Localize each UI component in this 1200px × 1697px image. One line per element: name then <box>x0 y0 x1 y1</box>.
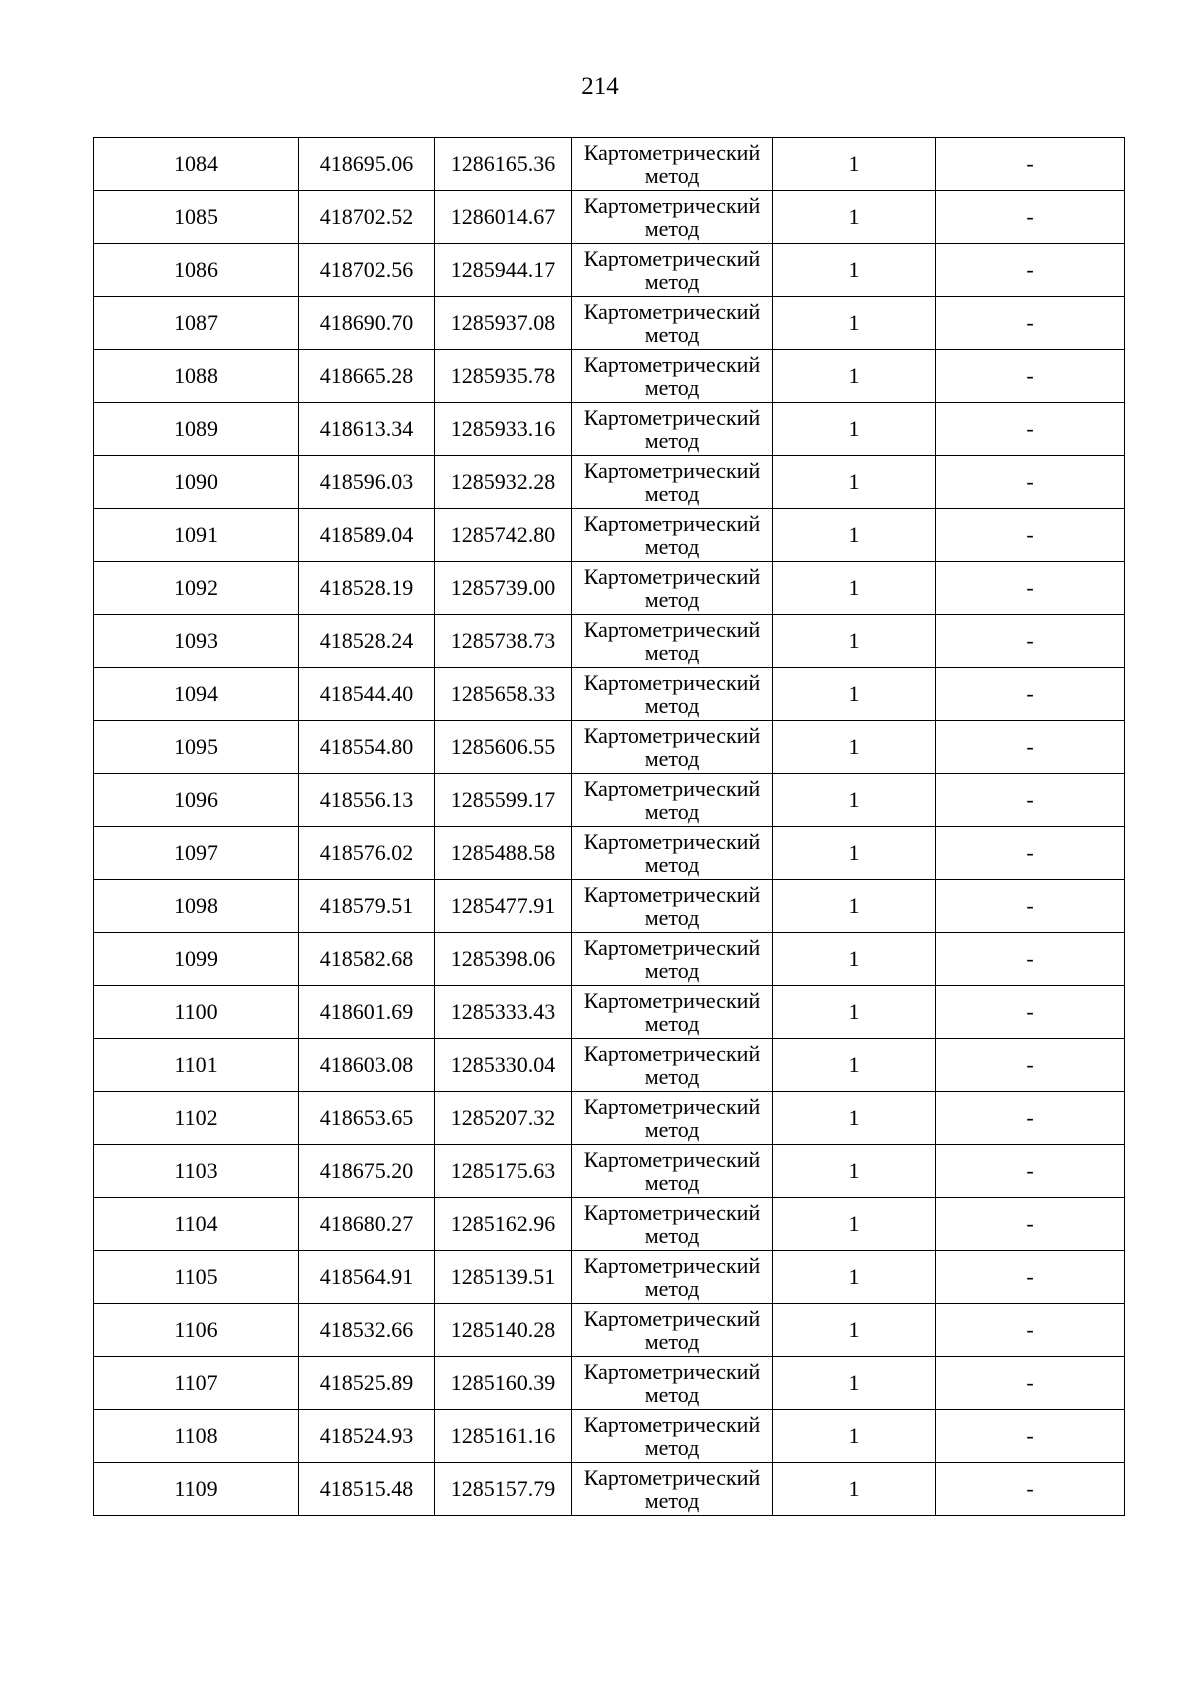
x-coordinate-cell: 418675.20 <box>299 1145 435 1198</box>
table-row <box>94 1198 1125 1251</box>
method-line-1: Картометрический <box>583 776 761 801</box>
y-coordinate-cell: 1285330.04 <box>435 1039 572 1092</box>
method-line-1: Картометрический <box>583 193 761 218</box>
method-line-2: метод <box>644 375 700 400</box>
description-cell: - <box>936 615 1125 668</box>
y-coordinate-cell: 1285175.63 <box>435 1145 572 1198</box>
x-coordinate-cell: 418525.89 <box>299 1357 435 1410</box>
method-cell <box>572 880 773 933</box>
method-line-2: метод <box>644 428 700 453</box>
accuracy-cell: 1 <box>773 562 936 615</box>
point-number-cell: 1086 <box>94 244 299 297</box>
method-cell <box>572 827 773 880</box>
method-line-1: Картометрический <box>583 723 761 748</box>
point-number-cell: 1096 <box>94 774 299 827</box>
method-cell <box>572 986 773 1039</box>
y-coordinate-cell: 1285937.08 <box>435 297 572 350</box>
table-row <box>94 1304 1125 1357</box>
description-cell: - <box>936 1198 1125 1251</box>
method-line-2: метод <box>644 852 700 877</box>
method-line-1: Картометрический <box>583 617 761 642</box>
description-cell: - <box>936 1145 1125 1198</box>
accuracy-cell: 1 <box>773 509 936 562</box>
accuracy-cell: 1 <box>773 456 936 509</box>
description-cell: - <box>936 721 1125 774</box>
y-coordinate-cell: 1285738.73 <box>435 615 572 668</box>
method-line-1: Картометрический <box>583 564 761 589</box>
method-line-2: метод <box>644 1276 700 1301</box>
method-line-2: метод <box>644 163 700 188</box>
method-line-1: Картометрический <box>583 1147 761 1172</box>
y-coordinate-cell: 1285160.39 <box>435 1357 572 1410</box>
x-coordinate-cell: 418524.93 <box>299 1410 435 1463</box>
table-row <box>94 933 1125 986</box>
method-cell <box>572 297 773 350</box>
y-coordinate-cell: 1285488.58 <box>435 827 572 880</box>
table-row <box>94 297 1125 350</box>
table-row <box>94 721 1125 774</box>
point-number-cell: 1104 <box>94 1198 299 1251</box>
point-number-cell: 1089 <box>94 403 299 456</box>
table-row <box>94 986 1125 1039</box>
y-coordinate-cell: 1285606.55 <box>435 721 572 774</box>
point-number-cell: 1108 <box>94 1410 299 1463</box>
method-line-2: метод <box>644 958 700 983</box>
method-line-1: Картометрический <box>583 1094 761 1119</box>
method-line-2: метод <box>644 1382 700 1407</box>
point-number-cell: 1105 <box>94 1251 299 1304</box>
y-coordinate-cell: 1285933.16 <box>435 403 572 456</box>
point-number-cell: 1094 <box>94 668 299 721</box>
description-cell: - <box>936 1463 1125 1516</box>
table-row <box>94 615 1125 668</box>
accuracy-cell: 1 <box>773 1463 936 1516</box>
point-number-cell: 1084 <box>94 138 299 191</box>
accuracy-cell: 1 <box>773 1198 936 1251</box>
method-line-1: Картометрический <box>583 1412 761 1437</box>
accuracy-cell: 1 <box>773 668 936 721</box>
x-coordinate-cell: 418564.91 <box>299 1251 435 1304</box>
method-line-2: метод <box>644 905 700 930</box>
description-cell: - <box>936 774 1125 827</box>
description-cell: - <box>936 562 1125 615</box>
method-line-1: Картометрический <box>583 1359 761 1384</box>
x-coordinate-cell: 418702.56 <box>299 244 435 297</box>
table-row <box>94 880 1125 933</box>
method-line-2: метод <box>644 1117 700 1142</box>
y-coordinate-cell: 1286014.67 <box>435 191 572 244</box>
method-cell <box>572 191 773 244</box>
method-line-2: метод <box>644 1435 700 1460</box>
coordinates-table <box>93 137 1125 1516</box>
method-cell <box>572 403 773 456</box>
accuracy-cell: 1 <box>773 350 936 403</box>
table-row <box>94 191 1125 244</box>
point-number-cell: 1095 <box>94 721 299 774</box>
method-line-2: метод <box>644 799 700 824</box>
method-line-2: метод <box>644 1011 700 1036</box>
method-cell <box>572 562 773 615</box>
method-line-2: метод <box>644 1170 700 1195</box>
method-line-1: Картометрический <box>583 299 761 324</box>
accuracy-cell: 1 <box>773 880 936 933</box>
y-coordinate-cell: 1285935.78 <box>435 350 572 403</box>
accuracy-cell: 1 <box>773 403 936 456</box>
y-coordinate-cell: 1285207.32 <box>435 1092 572 1145</box>
table-row <box>94 774 1125 827</box>
accuracy-cell: 1 <box>773 827 936 880</box>
method-cell <box>572 509 773 562</box>
point-number-cell: 1107 <box>94 1357 299 1410</box>
y-coordinate-cell: 1285333.43 <box>435 986 572 1039</box>
method-line-2: метод <box>644 481 700 506</box>
x-coordinate-cell: 418603.08 <box>299 1039 435 1092</box>
x-coordinate-cell: 418596.03 <box>299 456 435 509</box>
description-cell: - <box>936 138 1125 191</box>
description-cell: - <box>936 244 1125 297</box>
point-number-cell: 1099 <box>94 933 299 986</box>
method-cell <box>572 615 773 668</box>
method-line-2: метод <box>644 1223 700 1248</box>
y-coordinate-cell: 1285157.79 <box>435 1463 572 1516</box>
method-line-2: метод <box>644 640 700 665</box>
table-row <box>94 1463 1125 1516</box>
method-cell <box>572 244 773 297</box>
accuracy-cell: 1 <box>773 1251 936 1304</box>
description-cell: - <box>936 827 1125 880</box>
accuracy-cell: 1 <box>773 1410 936 1463</box>
x-coordinate-cell: 418680.27 <box>299 1198 435 1251</box>
table-row <box>94 509 1125 562</box>
method-line-2: метод <box>644 534 700 559</box>
method-cell <box>572 138 773 191</box>
method-cell <box>572 1198 773 1251</box>
x-coordinate-cell: 418582.68 <box>299 933 435 986</box>
table-row <box>94 244 1125 297</box>
x-coordinate-cell: 418556.13 <box>299 774 435 827</box>
description-cell: - <box>936 880 1125 933</box>
x-coordinate-cell: 418589.04 <box>299 509 435 562</box>
description-cell: - <box>936 1357 1125 1410</box>
x-coordinate-cell: 418528.24 <box>299 615 435 668</box>
method-line-1: Картометрический <box>583 882 761 907</box>
point-number-cell: 1109 <box>94 1463 299 1516</box>
method-line-1: Картометрический <box>583 246 761 271</box>
x-coordinate-cell: 418579.51 <box>299 880 435 933</box>
x-coordinate-cell: 418515.48 <box>299 1463 435 1516</box>
method-line-1: Картометрический <box>583 1253 761 1278</box>
accuracy-cell: 1 <box>773 297 936 350</box>
description-cell: - <box>936 403 1125 456</box>
point-number-cell: 1087 <box>94 297 299 350</box>
description-cell: - <box>936 456 1125 509</box>
method-line-1: Картометрический <box>583 829 761 854</box>
x-coordinate-cell: 418613.34 <box>299 403 435 456</box>
accuracy-cell: 1 <box>773 1304 936 1357</box>
method-cell <box>572 1251 773 1304</box>
method-line-1: Картометрический <box>583 1041 761 1066</box>
accuracy-cell: 1 <box>773 1145 936 1198</box>
x-coordinate-cell: 418554.80 <box>299 721 435 774</box>
method-line-1: Картометрический <box>583 1200 761 1225</box>
method-line-2: метод <box>644 1064 700 1089</box>
x-coordinate-cell: 418528.19 <box>299 562 435 615</box>
method-cell <box>572 1145 773 1198</box>
description-cell: - <box>936 1410 1125 1463</box>
point-number-cell: 1103 <box>94 1145 299 1198</box>
y-coordinate-cell: 1285477.91 <box>435 880 572 933</box>
x-coordinate-cell: 418601.69 <box>299 986 435 1039</box>
accuracy-cell: 1 <box>773 721 936 774</box>
method-cell <box>572 1410 773 1463</box>
description-cell: - <box>936 1092 1125 1145</box>
method-line-1: Картометрический <box>583 140 761 165</box>
accuracy-cell: 1 <box>773 1039 936 1092</box>
point-number-cell: 1090 <box>94 456 299 509</box>
table-row <box>94 1410 1125 1463</box>
method-line-1: Картометрический <box>583 1306 761 1331</box>
method-line-1: Картометрический <box>583 935 761 960</box>
table-row <box>94 456 1125 509</box>
method-cell <box>572 1039 773 1092</box>
point-number-cell: 1092 <box>94 562 299 615</box>
y-coordinate-cell: 1285599.17 <box>435 774 572 827</box>
y-coordinate-cell: 1285742.80 <box>435 509 572 562</box>
point-number-cell: 1091 <box>94 509 299 562</box>
table-row <box>94 403 1125 456</box>
method-line-1: Картометрический <box>583 670 761 695</box>
description-cell: - <box>936 933 1125 986</box>
table-row <box>94 138 1125 191</box>
method-line-2: метод <box>644 1488 700 1513</box>
table-row <box>94 827 1125 880</box>
table-row <box>94 1357 1125 1410</box>
x-coordinate-cell: 418532.66 <box>299 1304 435 1357</box>
accuracy-cell: 1 <box>773 191 936 244</box>
x-coordinate-cell: 418576.02 <box>299 827 435 880</box>
description-cell: - <box>936 1251 1125 1304</box>
table-row <box>94 1092 1125 1145</box>
point-number-cell: 1097 <box>94 827 299 880</box>
method-cell <box>572 1092 773 1145</box>
method-cell <box>572 933 773 986</box>
accuracy-cell: 1 <box>773 615 936 668</box>
point-number-cell: 1101 <box>94 1039 299 1092</box>
table-row <box>94 1251 1125 1304</box>
y-coordinate-cell: 1285161.16 <box>435 1410 572 1463</box>
accuracy-cell: 1 <box>773 1357 936 1410</box>
description-cell: - <box>936 1039 1125 1092</box>
method-cell <box>572 350 773 403</box>
method-line-2: метод <box>644 216 700 241</box>
method-line-1: Картометрический <box>583 405 761 430</box>
table-body <box>94 138 1125 1516</box>
y-coordinate-cell: 1285658.33 <box>435 668 572 721</box>
method-line-1: Картометрический <box>583 352 761 377</box>
table-row <box>94 562 1125 615</box>
method-line-2: метод <box>644 269 700 294</box>
x-coordinate-cell: 418665.28 <box>299 350 435 403</box>
description-cell: - <box>936 191 1125 244</box>
method-cell <box>572 774 773 827</box>
method-cell <box>572 668 773 721</box>
accuracy-cell: 1 <box>773 244 936 297</box>
method-cell <box>572 1357 773 1410</box>
accuracy-cell: 1 <box>773 774 936 827</box>
point-number-cell: 1093 <box>94 615 299 668</box>
point-number-cell: 1102 <box>94 1092 299 1145</box>
accuracy-cell: 1 <box>773 138 936 191</box>
table-row <box>94 668 1125 721</box>
table-row <box>94 350 1125 403</box>
x-coordinate-cell: 418544.40 <box>299 668 435 721</box>
point-number-cell: 1100 <box>94 986 299 1039</box>
method-line-1: Картометрический <box>583 1465 761 1490</box>
x-coordinate-cell: 418653.65 <box>299 1092 435 1145</box>
x-coordinate-cell: 418702.52 <box>299 191 435 244</box>
description-cell: - <box>936 509 1125 562</box>
method-line-1: Картометрический <box>583 988 761 1013</box>
description-cell: - <box>936 668 1125 721</box>
method-cell <box>572 721 773 774</box>
method-line-2: метод <box>644 322 700 347</box>
table-row <box>94 1145 1125 1198</box>
description-cell: - <box>936 986 1125 1039</box>
method-line-2: метод <box>644 693 700 718</box>
method-line-1: Картометрический <box>583 511 761 536</box>
accuracy-cell: 1 <box>773 986 936 1039</box>
accuracy-cell: 1 <box>773 933 936 986</box>
description-cell: - <box>936 297 1125 350</box>
y-coordinate-cell: 1285944.17 <box>435 244 572 297</box>
method-line-2: метод <box>644 746 700 771</box>
y-coordinate-cell: 1285932.28 <box>435 456 572 509</box>
point-number-cell: 1088 <box>94 350 299 403</box>
accuracy-cell: 1 <box>773 1092 936 1145</box>
y-coordinate-cell: 1285739.00 <box>435 562 572 615</box>
point-number-cell: 1106 <box>94 1304 299 1357</box>
description-cell: - <box>936 350 1125 403</box>
description-cell: - <box>936 1304 1125 1357</box>
y-coordinate-cell: 1285162.96 <box>435 1198 572 1251</box>
page-number: 214 <box>581 73 619 100</box>
y-coordinate-cell: 1285398.06 <box>435 933 572 986</box>
x-coordinate-cell: 418695.06 <box>299 138 435 191</box>
table-row <box>94 1039 1125 1092</box>
method-cell <box>572 456 773 509</box>
y-coordinate-cell: 1285139.51 <box>435 1251 572 1304</box>
point-number-cell: 1085 <box>94 191 299 244</box>
method-cell <box>572 1463 773 1516</box>
method-line-2: метод <box>644 587 700 612</box>
method-cell <box>572 1304 773 1357</box>
method-line-1: Картометрический <box>583 458 761 483</box>
y-coordinate-cell: 1285140.28 <box>435 1304 572 1357</box>
y-coordinate-cell: 1286165.36 <box>435 138 572 191</box>
point-number-cell: 1098 <box>94 880 299 933</box>
x-coordinate-cell: 418690.70 <box>299 297 435 350</box>
method-line-2: метод <box>644 1329 700 1354</box>
